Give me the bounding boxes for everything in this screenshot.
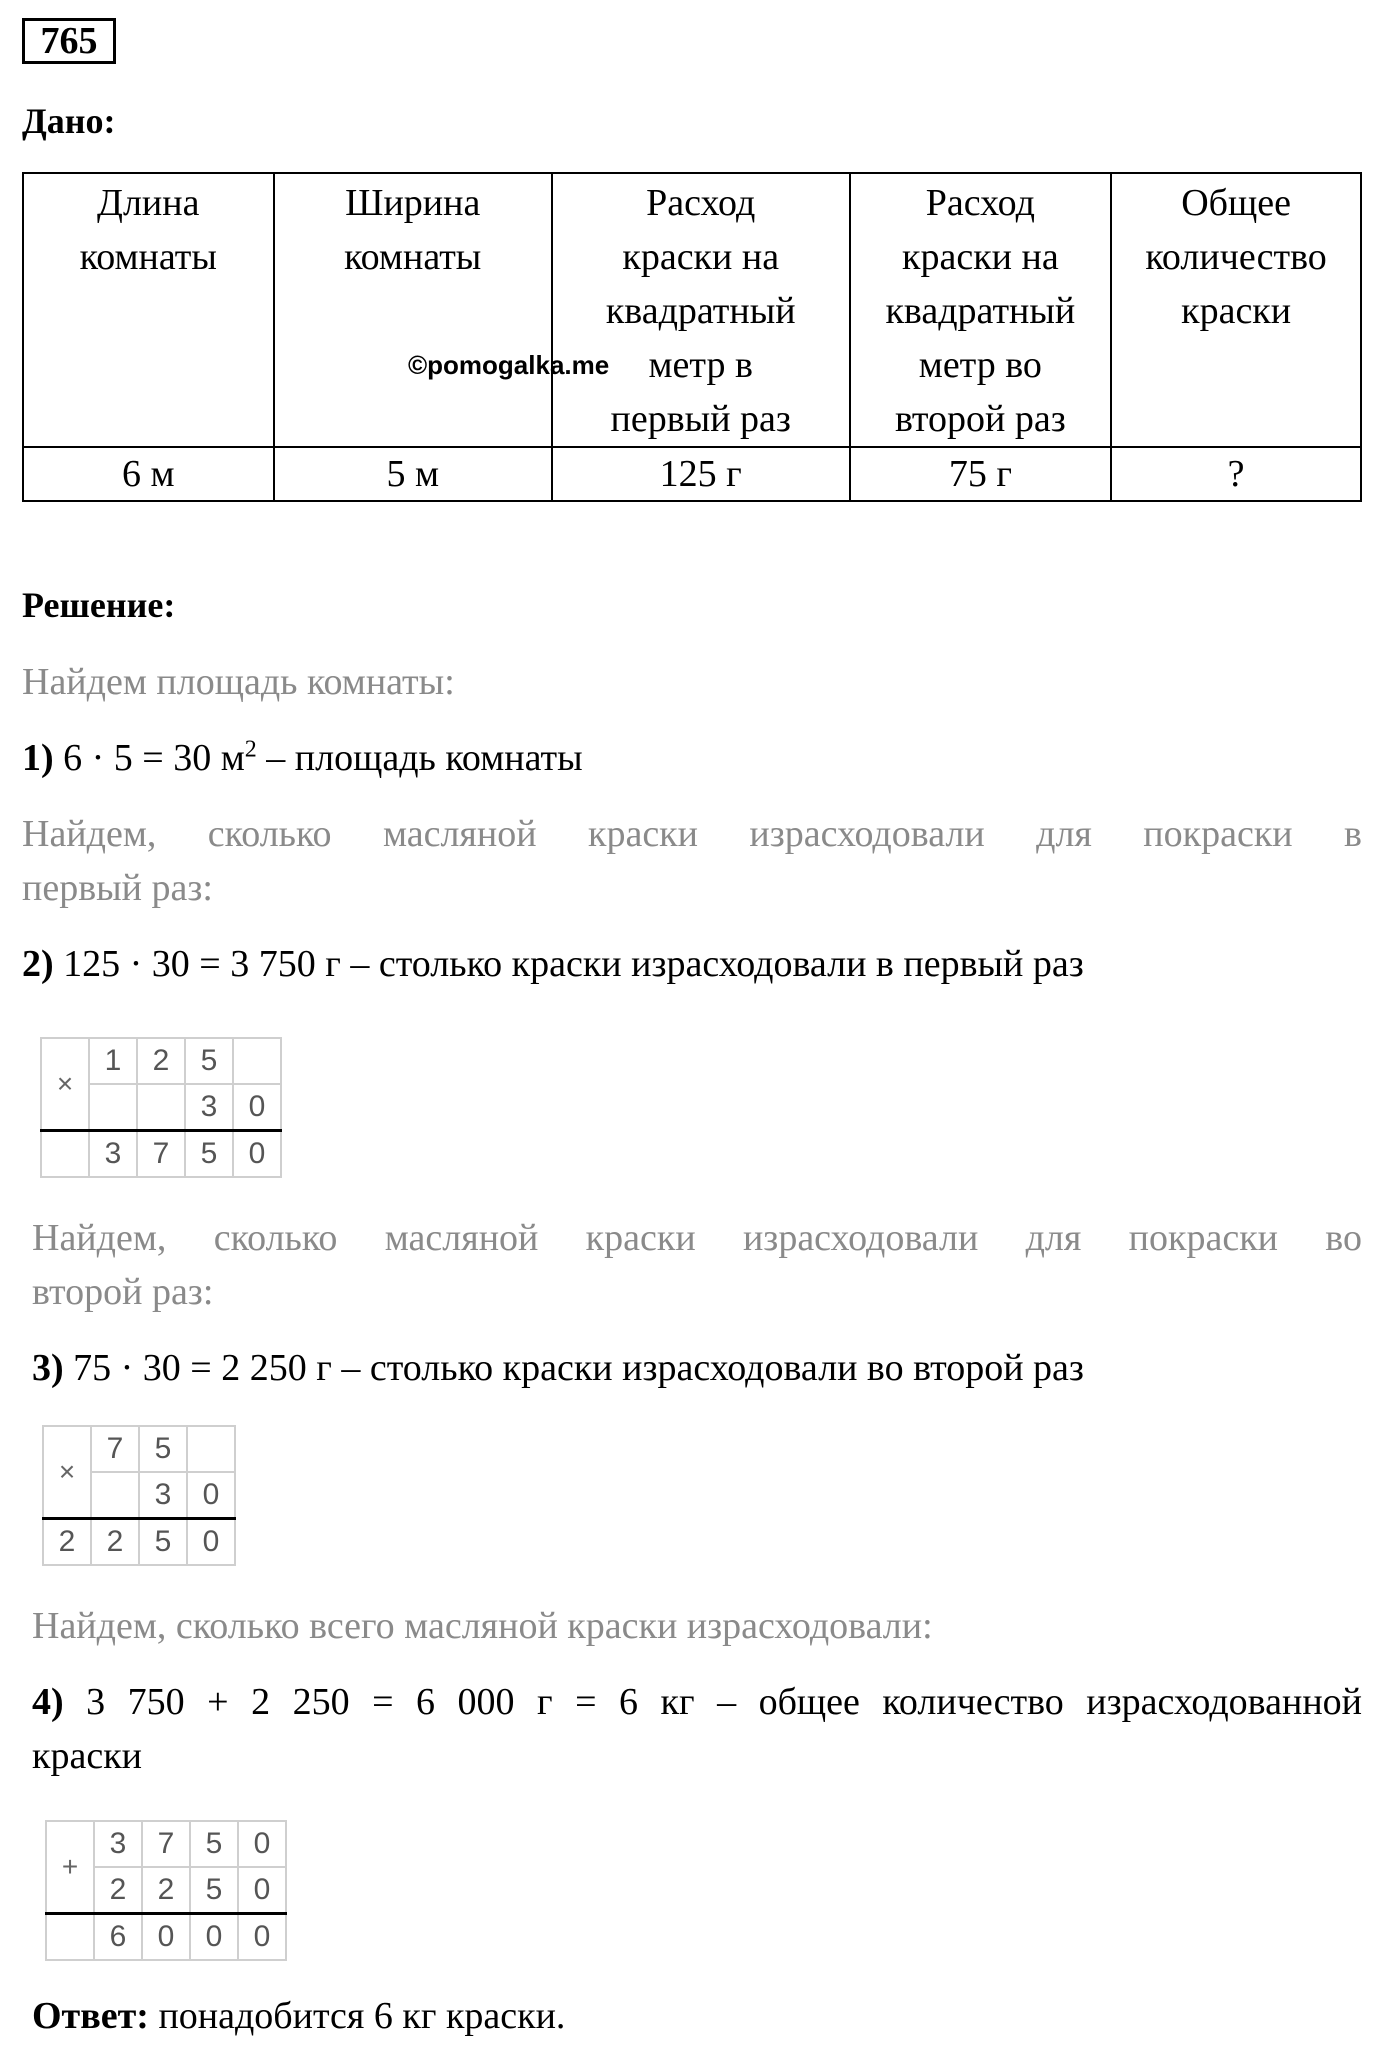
header-total: Общее количество краски [1111, 173, 1361, 447]
grid-cell: 7 [142, 1821, 190, 1867]
grid-cell: 3 [89, 1131, 137, 1178]
grid-cell: 0 [233, 1084, 281, 1131]
grid-cell [41, 1131, 89, 1178]
grid-cell: 0 [238, 1821, 286, 1867]
step4-line2: краски [32, 1735, 142, 1777]
grid-cell: 0 [187, 1519, 235, 1566]
step4-line1 [32, 1680, 1362, 1724]
step2-intro-line1: Найдем, сколько масляной краски израсходовали для покраски в [22, 813, 1362, 855]
step3-line [32, 1346, 1084, 1390]
step3-intro-line1: Найдем, сколько масляной краски израсходовали для покраски во [32, 1217, 1362, 1259]
table-value-row [23, 447, 1361, 501]
step1-intro: Найдем площадь комнаты: [22, 661, 455, 703]
grid-cell [137, 1084, 185, 1131]
given-heading: Дано: [22, 101, 116, 141]
step1-number: 1) [22, 737, 54, 779]
calc-grid-2 [42, 1425, 236, 1566]
step1-line [22, 736, 583, 780]
grid-cell: 5 [185, 1131, 233, 1178]
grid-cell: 0 [190, 1914, 238, 1961]
solution-heading: Решение: [22, 585, 176, 625]
table-header-row [23, 173, 1361, 447]
step4-text: 3 750 + 2 250 = 6 000 г = 6 кг – общее количество израсходованной [86, 1681, 1362, 1723]
grid-cell: 0 [187, 1472, 235, 1519]
problem-number: 765 [22, 18, 116, 64]
grid-cell: 7 [91, 1426, 139, 1472]
grid-cell: 5 [190, 1867, 238, 1914]
step2-number: 2) [22, 943, 54, 985]
header-consumption-first: Расход краски на квадратный метр в первый раз [552, 173, 850, 447]
plus-sign: + [46, 1821, 94, 1914]
answer-line [32, 1994, 565, 2038]
grid-cell: 2 [94, 1867, 142, 1914]
grid-cell: 0 [142, 1914, 190, 1961]
grid-cell: 5 [139, 1426, 187, 1472]
step2-line [22, 942, 1084, 986]
multiply-sign: × [41, 1038, 89, 1131]
grid-cell [233, 1038, 281, 1084]
value-length: 6 м [23, 447, 274, 501]
answer-label: Ответ: [32, 1995, 149, 2037]
value-consumption-first: 125 г [552, 447, 850, 501]
grid-cell [46, 1914, 94, 1961]
grid-cell: 2 [91, 1519, 139, 1566]
step1-description: – площадь комнаты [256, 737, 583, 779]
grid-cell: 2 [43, 1519, 91, 1566]
step3-text: 75 · 30 = 2 250 г – столько краски израсходовали во второй раз [73, 1347, 1084, 1389]
grid-cell: 6 [94, 1914, 142, 1961]
watermark: ©pomogalka.me [408, 350, 610, 380]
grid-cell: 2 [142, 1867, 190, 1914]
answer-text: понадобится 6 кг краски. [148, 1995, 566, 2037]
grid-cell: 7 [137, 1131, 185, 1178]
grid-cell: 5 [185, 1038, 233, 1084]
step1-superscript: 2 [244, 736, 257, 763]
step2-text: 125 · 30 = 3 750 г – столько краски израсходовали в первый раз [63, 943, 1084, 985]
given-table [22, 172, 1362, 502]
calc-grid-3 [45, 1820, 287, 1961]
header-width: Ширина комнаты [274, 173, 552, 447]
step3-intro-line2: второй раз: [32, 1271, 214, 1313]
header-length: Длина комнаты [23, 173, 274, 447]
value-width: 5 м [274, 447, 552, 501]
grid-cell: 3 [185, 1084, 233, 1131]
grid-cell: 3 [94, 1821, 142, 1867]
step2-intro-line2: первый раз: [22, 867, 213, 909]
grid-cell: 2 [137, 1038, 185, 1084]
multiply-sign: × [43, 1426, 91, 1519]
calc-grid-1 [40, 1037, 282, 1178]
grid-cell: 3 [139, 1472, 187, 1519]
grid-cell: 0 [233, 1131, 281, 1178]
step4-intro: Найдем, сколько всего масляной краски израсходовали: [32, 1605, 933, 1647]
step1-expression: 6 · 5 = 30 м [63, 737, 245, 779]
grid-cell: 1 [89, 1038, 137, 1084]
value-total: ? [1111, 447, 1361, 501]
grid-cell: 0 [238, 1914, 286, 1961]
grid-cell: 5 [139, 1519, 187, 1566]
grid-cell: 5 [190, 1821, 238, 1867]
value-consumption-second: 75 г [850, 447, 1112, 501]
grid-cell [89, 1084, 137, 1131]
grid-cell: 0 [238, 1867, 286, 1914]
grid-cell [187, 1426, 235, 1472]
grid-cell [91, 1472, 139, 1519]
step4-number: 4) [32, 1681, 64, 1723]
header-consumption-second: Расход краски на квадратный метр во второй раз [850, 173, 1112, 447]
step3-number: 3) [32, 1347, 64, 1389]
